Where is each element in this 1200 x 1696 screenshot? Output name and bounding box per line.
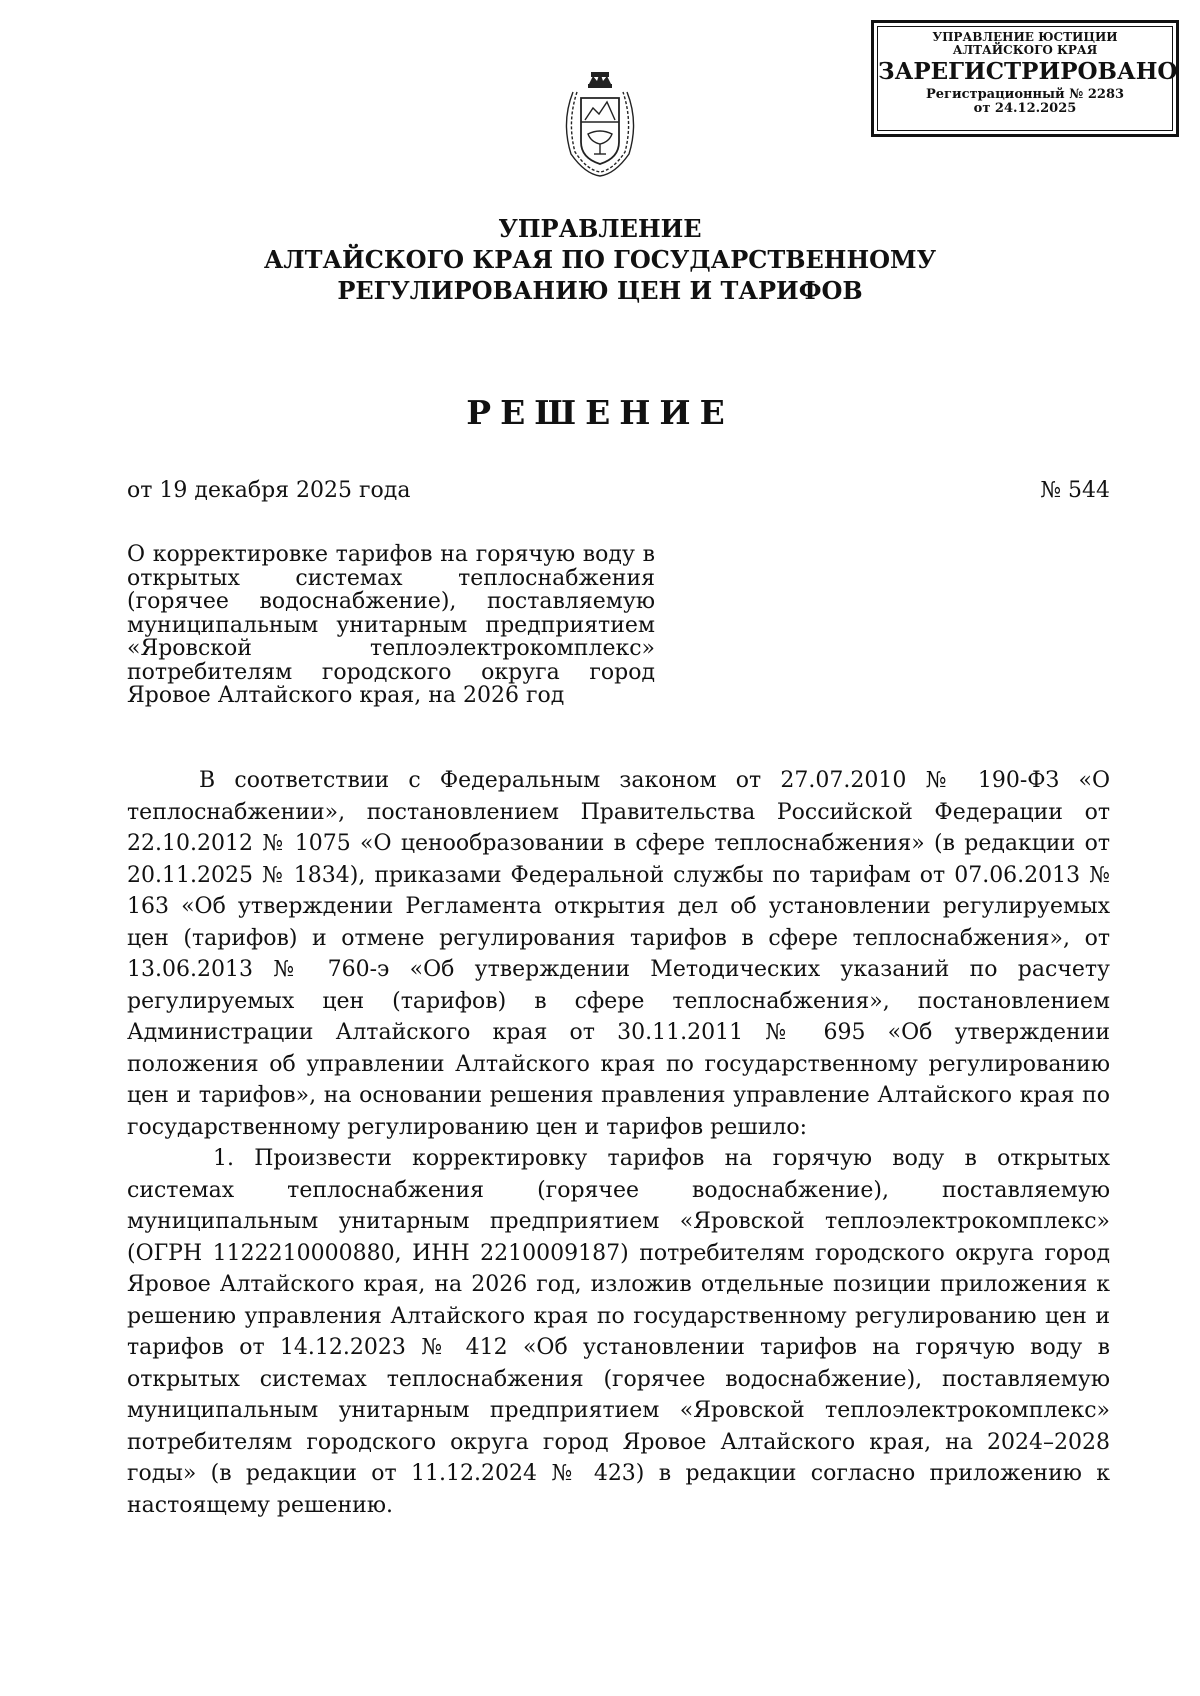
stamp-reg-number: Регистрационный № 2283 [925, 87, 1125, 103]
stamp-line-1: УПРАВЛЕНИЕ ЮСТИЦИИ [932, 30, 1118, 44]
registration-stamp-inner [877, 26, 1178, 131]
document-subject: О корректировке тарифов на горячую воду в открытых системах теплоснабжения (горячее водоснабжение), поставляемую муниципальным унитарным предприятием «Яровской теплоэлектрокомплекс» потребителям городского округа город Яровое Алтайского края, на 2026 год [127, 542, 655, 708]
stamp-status: ЗАРЕГИСТРИРОВАНО [878, 58, 1178, 86]
authority-line-1: УПРАВЛЕНИЕ [498, 214, 702, 243]
coat-of-arms-icon [555, 62, 645, 180]
authority-line-3: РЕГУЛИРОВАНИЮ ЦЕН И ТАРИФОВ [337, 276, 863, 305]
document-body [127, 765, 1110, 1521]
stamp-reg-date: от 24.12.2025 [973, 100, 1077, 116]
document-number: № 544 [1040, 478, 1110, 503]
registration-stamp [871, 20, 1179, 137]
body-paragraph-2: 1. Произвести корректировку тарифов на горячую воду в открытых системах теплоснабжения (горячее водоснабжение), поставляемую муниципальным унитарным предприятием «Яровской теплоэлектрокомплекс» (ОГРН 1122210000880, ИНН 2210009187) потребителям городского округа город Яровое Алтайского края, на 2026 год, изложив отдельные позиции приложения к решению управления Алтайского края по государственному регулированию цен и тарифов от 14.12.2023 № 412 «Об установлении тарифов на горячую воду в открытых системах теплоснабжения (горячее водоснабжение), поставляемую муниципальным унитарным предприятием «Яровской теплоэлектрокомплекс» потребителям городского округа город Яровое Алтайского края, на 2024–2028 годы» (в редакции от 11.12.2024 № 423) в редакции согласно приложению к настоящему решению. [127, 1146, 1110, 1518]
date-number-line [127, 478, 1110, 503]
body-paragraph-1: В соответствии с Федеральным законом от 27.07.2010 № 190-ФЗ «О теплоснабжении», постановлением Правительства Российской Федерации от 22.10.2012 № 1075 «О ценообразовании в сфере теплоснабжения» (в редакции от 20.11.2025 № 1834), приказами Федеральной службы по тарифам от 07.06.2013 № 163 «Об утверждении Регламента открытия дел об установлении регулируемых цен (тарифов) и отмене регулирования тарифов в сфере теплоснабжения», от 13.06.2013 № 760-э «Об утверждении Методических указаний по расчету регулируемых цен (тарифов) в сфере теплоснабжения», постановлением Администрации Алтайского края от 30.11.2011 № 695 «Об утверждении положения об управлении Алтайского края по государственному регулированию цен и тарифов», на основании решения правления управление Алтайского края по государственному регулированию цен и тарифов решило: [127, 768, 1110, 1140]
authority-line-2: АЛТАЙСКОГО КРАЯ ПО ГОСУДАРСТВЕННОМУ [263, 245, 937, 274]
document-type-title: РЕШЕНИЕ [466, 393, 734, 432]
stamp-line-2: АЛТАЙСКОГО КРАЯ [952, 42, 1098, 57]
issuing-authority [200, 213, 1000, 306]
document-date: от 19 декабря 2025 года [127, 478, 411, 503]
